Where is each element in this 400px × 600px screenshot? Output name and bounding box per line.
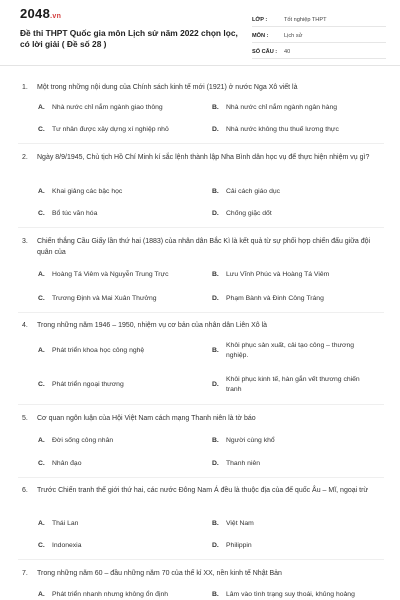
question-1: 1. Một trong những nội dung của Chính sách kinh tế mới (1921) ở nước Nga Xô viết là	[22, 84, 298, 91]
option-2a[interactable]: A. Khai giảng các bậc học	[38, 188, 123, 195]
option-5b[interactable]: B. Người cùng khổ	[212, 437, 275, 444]
question-7: 7. Trong những năm 60 – đầu những năm 70 của thế kỉ XX, nền kinh tế Nhật Bản	[22, 570, 282, 577]
option-1d[interactable]: D. Nhà nước không thu thuế lương thực	[212, 126, 339, 133]
option-2d[interactable]: D. Chống giặc dốt	[212, 210, 272, 217]
option-7a[interactable]: A. Phát triển nhanh nhưng không ổn định	[38, 591, 169, 598]
exam-title: Đề thi THPT Quốc gia môn Lịch sử năm 2022 chọn lọc, có lời giải ( Đề số 28 )	[20, 28, 238, 49]
question-6: 6. Trước Chiến tranh thế giới thứ hai, các nước Đông Nam Á đều là thuộc địa của đế quốc Âu – Mĩ, ngoại trừ	[22, 487, 369, 494]
question-2: 2. Ngày 8/9/1945, Chủ tịch Hồ Chí Minh kí sắc lệnh thành lập Nha Bình dân học vụ để thực hiện nhiệm vụ gì?	[22, 154, 370, 161]
option-4a[interactable]: A. Phát triển khoa học công nghệ	[38, 347, 145, 354]
option-6a[interactable]: A. Thái Lan	[38, 520, 79, 527]
option-1a[interactable]: A. Nhà nước chỉ nắm ngành giao thông	[38, 104, 163, 111]
divider	[18, 404, 384, 405]
page-header	[0, 0, 400, 66]
meta-subject: MÔN : Lịch sử	[252, 29, 386, 43]
divider	[18, 227, 384, 228]
option-1c[interactable]: C. Tư nhân được xây dựng xí nghiệp nhỏ	[38, 126, 169, 133]
divider	[18, 559, 384, 560]
option-6c[interactable]: C. Indonexia	[38, 542, 82, 549]
divider	[18, 143, 384, 144]
option-7b[interactable]: B. Lâm vào tình trạng suy thoái, khủng hoảng	[212, 591, 355, 598]
option-1b[interactable]: B. Nhà nước chỉ nắm ngành ngân hàng	[212, 104, 338, 111]
option-4d[interactable]: D. Khôi phục kinh tế, hàn gắn vết thương chiến tranh	[212, 376, 360, 393]
option-5c[interactable]: C. Nhân đạo	[38, 460, 82, 467]
question-5: 5. Cơ quan ngôn luận của Hội Việt Nam cách mạng Thanh niên là tờ báo	[22, 415, 256, 422]
divider	[18, 312, 384, 313]
option-2b[interactable]: B. Cải cách giáo dục	[212, 188, 281, 195]
option-6b[interactable]: B. Việt Nam	[212, 520, 254, 527]
option-3b[interactable]: B. Lưu Vĩnh Phúc và Hoàng Tá Viêm	[212, 271, 330, 278]
question-4: 4. Trong những năm 1946 – 1950, nhiệm vụ cơ bản của nhân dân Liên Xô là	[22, 322, 268, 329]
option-5a[interactable]: A. Đời sống công nhân	[38, 437, 114, 444]
option-3d[interactable]: D. Phạm Bành và Đinh Công Tráng	[212, 295, 324, 302]
meta-class: LỚP : Tốt nghiệp THPT	[252, 13, 386, 27]
option-5d[interactable]: D. Thanh niên	[212, 460, 261, 467]
question-3: 3. Chiến thắng Cầu Giấy lần thứ hai (1883) của nhân dân Bắc Kì là kết quả từ sự phối hợp chiến đấu giữa đội quân của	[22, 238, 371, 256]
option-3c[interactable]: C. Trương Định và Mai Xuân Thưởng	[38, 295, 157, 302]
option-2c[interactable]: C. Bổ túc văn hóa	[38, 210, 98, 217]
meta-question-count: SỐ CÂU : 40	[252, 45, 386, 59]
option-3a[interactable]: A. Hoàng Tá Viêm và Nguyễn Trung Trực	[38, 271, 169, 278]
option-4b[interactable]: B. Khôi phục sản xuất, cải tạo công – thương nghiệp.	[212, 342, 355, 359]
option-6d[interactable]: D. Philippin	[212, 542, 252, 549]
exam-meta	[252, 13, 386, 61]
option-4c[interactable]: C. Phát triển ngoại thương	[38, 381, 124, 388]
divider	[18, 477, 384, 478]
site-logo[interactable]: 2048.vn	[20, 6, 62, 21]
